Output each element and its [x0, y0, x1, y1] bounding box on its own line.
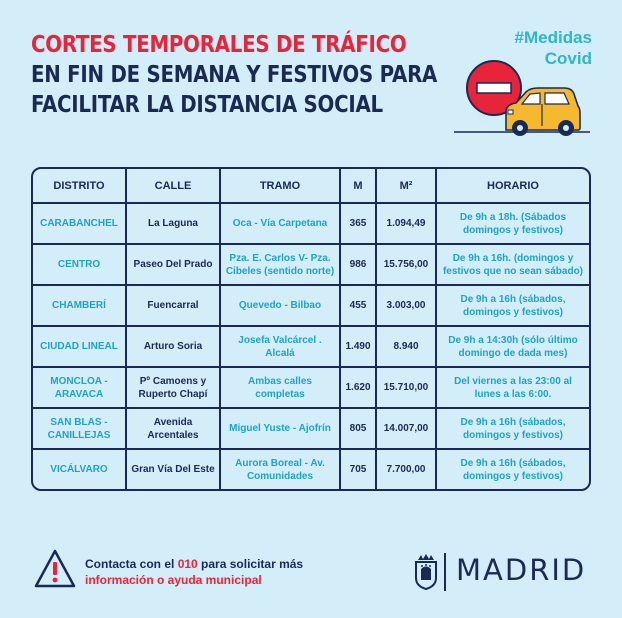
table-header-row — [33, 169, 589, 204]
madrid-coat-of-arms-icon — [413, 552, 439, 590]
table-row — [33, 409, 589, 450]
cell-calle: Arturo Soria — [127, 327, 221, 368]
cell-horario: De 9h a 16h (sábados, domingos y festivos) — [437, 409, 589, 450]
cell-m: 986 — [341, 245, 377, 286]
cell-tramo: Aurora Boreal - Av. Comunidades — [221, 450, 341, 489]
cell-horario: Del viernes a las 23:00 al lunes a las 6:00. — [437, 368, 589, 409]
cell-horario: De 9h a 16h (sábados, domingos y festivos) — [437, 286, 589, 327]
cell-m: 705 — [341, 450, 377, 489]
title-line-1: CORTES TEMPORALES DE TRÁFICO — [31, 32, 407, 58]
cell-distrito: MONCLOA - ARAVACA — [33, 368, 127, 409]
cell-calle: Avenida Arcentales — [127, 409, 221, 450]
cell-m2: 15.756,00 — [377, 245, 437, 286]
cell-tramo: Oca - Vía Carpetana — [221, 204, 341, 245]
contact-phone: 010 — [177, 557, 198, 571]
cell-m: 805 — [341, 409, 377, 450]
page-title — [31, 30, 437, 120]
table-row — [33, 450, 589, 489]
cell-m: 1.490 — [341, 327, 377, 368]
cell-calle: Pº Camoens y Ruperto Chapí — [127, 368, 221, 409]
cell-m2: 14.007,00 — [377, 409, 437, 450]
title-line-2: EN FIN DE SEMANA Y FESTIVOS PARA — [31, 62, 438, 88]
brand-separator — [444, 553, 446, 591]
cell-distrito: CENTRO — [33, 245, 127, 286]
contact-info — [85, 556, 303, 588]
cell-calle: Paseo Del Prado — [127, 245, 221, 286]
warning-icon — [33, 548, 77, 590]
table-row — [33, 368, 589, 409]
cell-tramo: Pza. E. Carlos V- Pza. Cibeles (sentido norte) — [221, 245, 341, 286]
col-m2: M² — [377, 169, 437, 204]
table-row — [33, 286, 589, 327]
cell-tramo: Miguel Yuste - Ajofrín — [221, 409, 341, 450]
cell-tramo: Quevedo - Bilbao — [221, 286, 341, 327]
cell-horario: De 9h a 16h (sábados, domingos y festivos) — [460, 457, 566, 482]
cell-distrito: CIUDAD LINEAL — [33, 327, 127, 368]
hashtag-line-2: Covid — [544, 49, 592, 68]
cell-distrito: CARABANCHEL — [33, 204, 127, 245]
cell-calle: Fuencarral — [127, 286, 221, 327]
contact-pre: Contacta con el — [85, 557, 178, 571]
brand-wordmark: MADRID — [456, 553, 587, 587]
cell-calle: La Laguna — [127, 204, 221, 245]
traffic-cuts-table — [31, 167, 591, 491]
cell-horario: De 9h a 14:30h (sólo último domingo de dada mes) — [437, 327, 589, 368]
cell-horario: De 9h a 16h. (domingos y festivos que no sean sábado) — [437, 245, 589, 286]
cell-m2: 1.094,49 — [377, 204, 437, 245]
cell-m2: 7.700,00 — [377, 450, 437, 489]
col-distrito: DISTRITO — [33, 169, 127, 204]
contact-line-2: información o ayuda municipal — [85, 573, 262, 587]
table-row — [33, 245, 589, 286]
cell-m2: 3.003,00 — [377, 286, 437, 327]
table-row — [33, 204, 589, 245]
cell-m: 1.620 — [341, 368, 377, 409]
cell-calle: Gran Vía Del Este — [127, 450, 221, 489]
cell-tramo: Ambas calles completas — [221, 368, 341, 409]
cell-distrito: SAN BLAS - CANILLEJAS — [33, 409, 127, 450]
col-calle: CALLE — [127, 169, 221, 204]
cell-distrito: VICÁLVARO — [33, 450, 127, 489]
contact-post: para solicitar más — [197, 557, 304, 571]
col-horario: HORARIO — [437, 169, 589, 204]
cell-horario: De 9h a 18h. (Sábados domingos y festivos) — [437, 204, 589, 245]
cell-m2: 8.940 — [377, 327, 437, 368]
cell-tramo: Josefa Valcárcel . Alcalá — [221, 327, 341, 368]
contact-line-1 — [85, 556, 303, 572]
no-entry-car-illustration — [452, 60, 592, 138]
cell-distrito: CHAMBERÍ — [33, 286, 127, 327]
col-m: M — [341, 169, 377, 204]
hashtag-line-1: #Medidas — [514, 28, 592, 47]
cell-m2: 15.710,00 — [377, 368, 437, 409]
title-line-3: FACILITAR LA DISTANCIA SOCIAL — [31, 92, 383, 118]
cell-m: 365 — [341, 204, 377, 245]
table-row — [33, 327, 589, 368]
col-tramo: TRAMO — [221, 169, 341, 204]
cell-m: 455 — [341, 286, 377, 327]
